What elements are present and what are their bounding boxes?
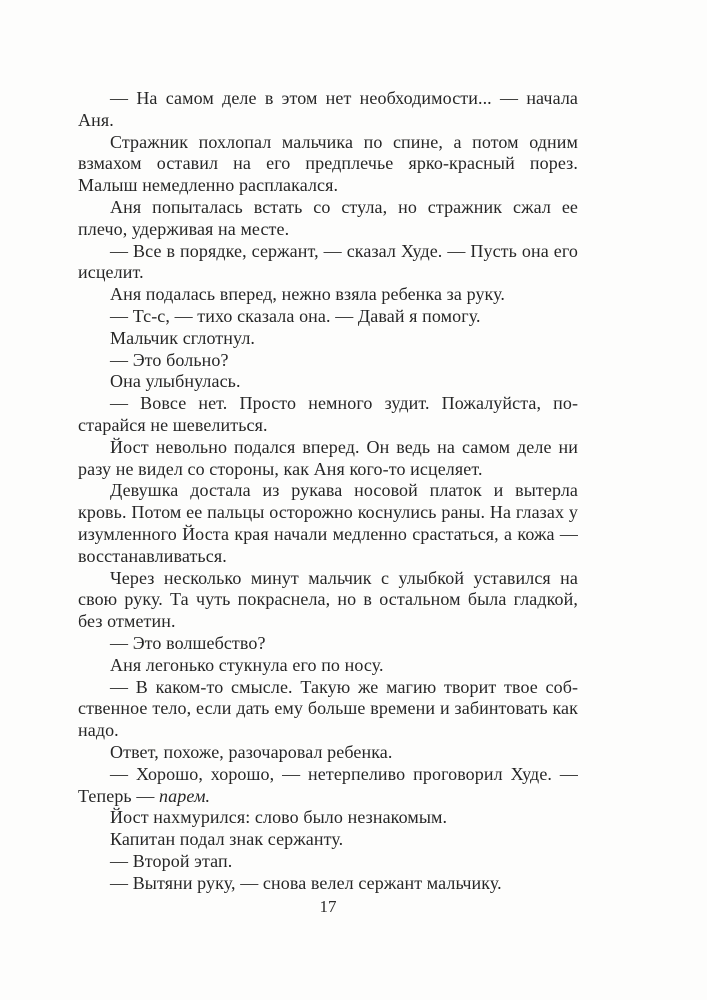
paragraph: — В каком-то смысле. Такую же магию творит твое собственное тело, если дать ему больше времени и забинтовать как надо. bbox=[78, 676, 578, 741]
page-number: 17 bbox=[319, 897, 337, 916]
paragraph: — Это больно? bbox=[110, 349, 229, 370]
paragraph: — Вовсе нет. Просто немного зудит. Пожалуйста, постарайся не шевелиться. bbox=[78, 393, 578, 435]
paragraph: Аня легонько стукнула его по носу. bbox=[110, 654, 384, 675]
paragraph: — Тс-с, — тихо сказала она. — Давай я помогу. bbox=[110, 305, 481, 326]
paragraph: Она улыбнулась. bbox=[110, 371, 241, 392]
paragraph: — Все в порядке, сержант, — сказал Худе. — Пусть она его исцелит. bbox=[78, 240, 578, 283]
paragraph: Аня подалась вперед, нежно взяла ребенка за руку. bbox=[110, 284, 506, 305]
paragraph: — Второй этап. bbox=[110, 850, 233, 871]
paragraph: — На самом деле в этом нет необходимости... — начала Аня. bbox=[78, 88, 578, 130]
paragraph: Девушка достала из рукава носовой платок и вытерла кровь. Потом ее пальцы осторожно коснулись раны. На глазах у изумленного Йоста края начали медленно срастаться, а кожа — восстанавливаться. bbox=[78, 480, 578, 566]
paragraph-run: — Хорошо, хорошо, — нетерпеливо проговорил Худе. — Теперь — bbox=[78, 763, 578, 806]
paragraph bbox=[78, 764, 578, 808]
paragraph: Аня попыталась встать со стула, но стражник сжал ее плечо, удерживая на месте. bbox=[78, 196, 578, 239]
paragraph: Через несколько минут мальчик с улыбкой уставился на свою руку. Та чуть покраснела, но в остальном была гладкой, без отметин. bbox=[78, 567, 578, 632]
paragraph-run-italic: парем. bbox=[159, 785, 211, 806]
paragraph: Капитан подал знак сержанту. bbox=[110, 829, 344, 850]
paragraph: Йост невольно подался вперед. Он ведь на самом деле ни разу не видел со стороны, как Аня кого-то исцеляет. bbox=[78, 436, 578, 479]
body-text bbox=[78, 88, 578, 894]
paragraph: Ответ, похоже, разочаровал ребенка. bbox=[110, 741, 393, 762]
paragraph: — Вытяни руку, — снова велел сержант мальчику. bbox=[110, 872, 502, 893]
paragraph: Стражник похлопал мальчика по спине, а потом одним взмахом оставил на его предплечье ярко-красный порез. Малыш немедленно расплакался. bbox=[78, 131, 578, 196]
paragraph: Мальчик сглотнул. bbox=[110, 327, 255, 348]
paragraph: — Это волшебство? bbox=[110, 632, 266, 653]
paragraph: Йост нахмурился: слово было незнакомым. bbox=[110, 807, 448, 828]
